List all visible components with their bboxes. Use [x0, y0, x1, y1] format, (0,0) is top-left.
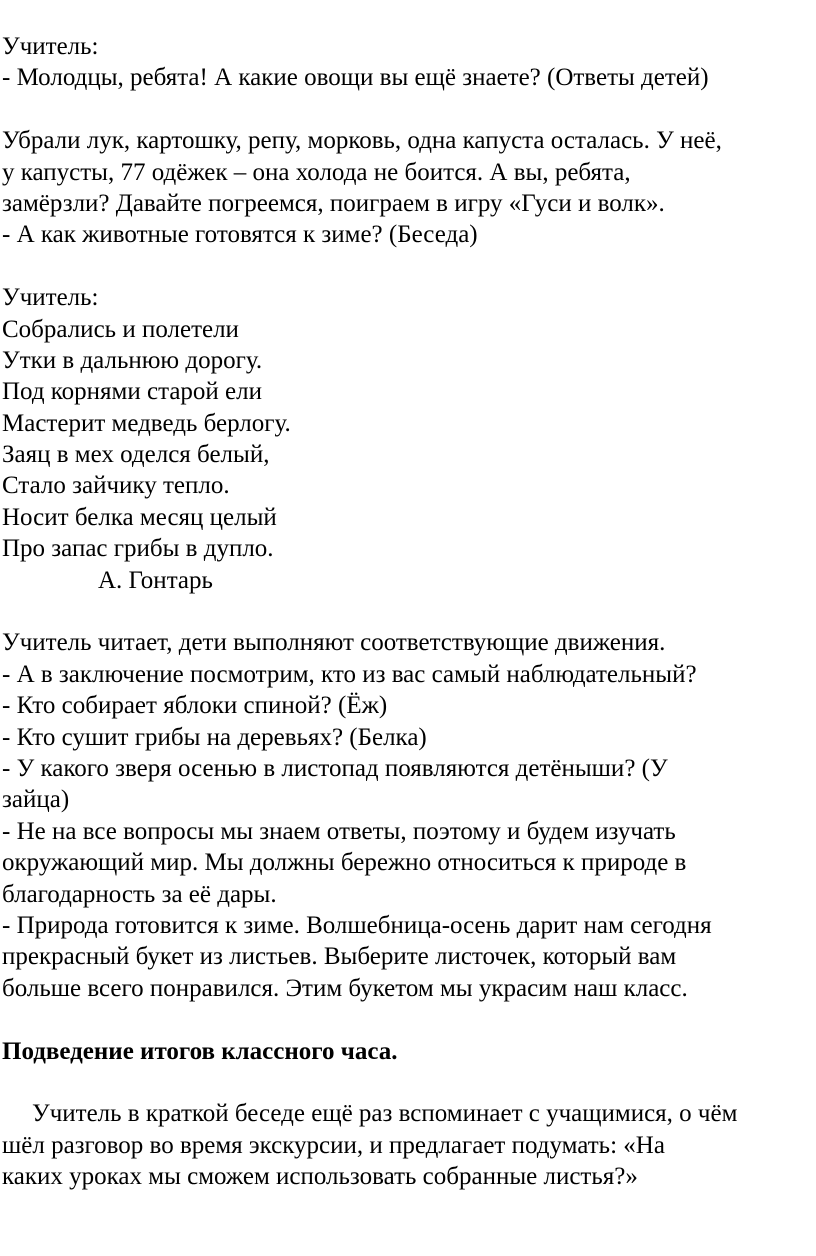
poem-line: Утки в дальнюю дорогу. [2, 346, 263, 374]
poem-line: Стало зайчику тепло. [2, 472, 230, 500]
blank-line [2, 251, 814, 282]
text-line: - Кто сушит грибы на деревьях? (Белка) [2, 723, 427, 751]
blank-line [2, 596, 814, 627]
poem-line: Носит белка месяц целый [2, 503, 277, 531]
text-line: окружающий мир. Мы должны бережно относиться к природе в [2, 849, 687, 877]
document-page [2, 31, 814, 1192]
speaker-label: Учитель: [2, 33, 99, 60]
text-line: шёл разговор во время экскурсии, и предлагает подумать: «На [2, 1131, 665, 1159]
text-line: - Не на все вопросы мы знаем ответы, поэтому и будем изучать [2, 817, 676, 845]
text-line: - А как животные готовятся к зиме? (Беседа) [2, 221, 478, 249]
text-line: - Кто собирает яблоки спиной? (Ёж) [2, 692, 388, 720]
poem-line: Собрались и полетели [2, 315, 239, 343]
text-line: - А в заключение посмотрим, кто из вас самый наблюдательный? [2, 660, 697, 688]
text-line: зайца) [2, 786, 70, 814]
text-line: Убрали лук, картошку, репу, морковь, одна капуста осталась. У неё, [2, 127, 722, 155]
text-line: Учитель в краткой беседе ещё раз вспоминает с учащимися, о чём [32, 1100, 738, 1128]
text-line: - Природа готовится к зиме. Волшебница-осень дарит нам сегодня [2, 911, 712, 939]
speaker-label: Учитель: [2, 284, 99, 312]
blank-line [2, 1004, 814, 1035]
text-line: благодарность за её дары. [2, 880, 277, 908]
section-heading: Подведение итогов классного часа. [2, 1037, 398, 1065]
text-line: замёрзли? Давайте погреемся, поиграем в игру «Гуси и волк». [2, 189, 665, 217]
poem-line: Мастерит медведь берлогу. [2, 409, 291, 437]
text-line: прекрасный букет из листьев. Выберите листочек, который вам [2, 943, 677, 971]
poem-author: А. Гонтарь [98, 566, 213, 594]
blank-line [2, 1067, 814, 1098]
text-line: каких уроках мы сможем использовать собранные листья?» [2, 1163, 638, 1191]
text-line: - У какого зверя осенью в листопад появляются детёныши? (У [2, 754, 668, 782]
poem-line: Под корнями старой ели [2, 378, 263, 406]
poem-line: Про запас грибы в дупло. [2, 535, 274, 563]
text-line: больше всего понравился. Этим букетом мы украсим наш класс. [2, 974, 688, 1002]
poem-line: Заяц в мех оделся белый, [2, 441, 270, 469]
text-line: у капусты, 77 одёжек – она холода не боится. А вы, ребята, [2, 158, 631, 186]
blank-line [2, 94, 814, 125]
text-line: Учитель читает, дети выполняют соответствующие движения. [2, 629, 666, 657]
text-line: - Молодцы, ребята! А какие овощи вы ещё знаете? (Ответы детей) [2, 64, 709, 92]
